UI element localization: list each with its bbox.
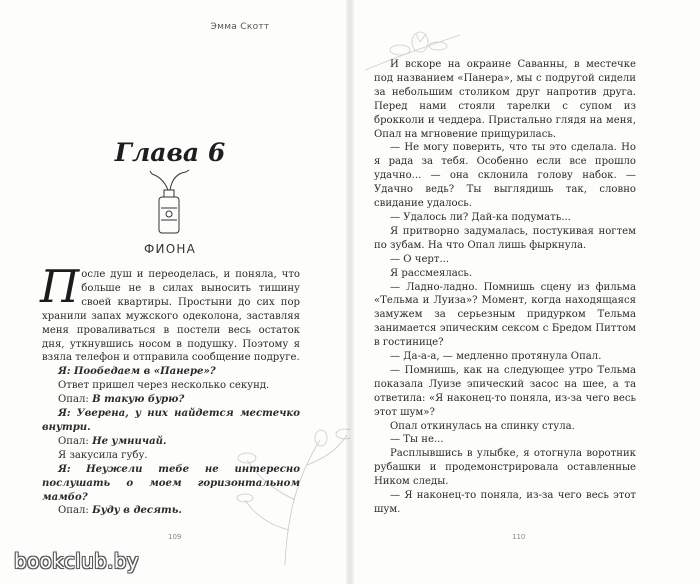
paragraph: Опал откинулась на спинку стула. [390,420,575,432]
right-page-body [374,58,636,517]
drop-cap: П [40,260,80,313]
page-number-left: 109 [168,533,182,541]
paragraph: — Да-а-а, — медленно протянула Опал. [390,351,602,363]
dialogue-line: Опал: Буду в десять. [58,505,182,517]
dialogue-line: Я: Пообедаем в «Панере»? [58,366,216,378]
paragraph: — Помнишь, как на следующее утро Тельма показала Луизе эпический засос на шее, а та ответила: «Я наконец-то поняла, из-за чего весь этот шум»? [374,364,636,418]
paragraph: — Я наконец-то поняла, из-за чего весь этот шум. [374,490,636,515]
paragraph: — Ладно-ладно. Помнишь сцену из фильма «Тельма и Луиза»? Момент, когда находящаяся замужем за серьезным придурком Тельма занимается эпическим сексом с Бредом Питтом в гостинице? [374,281,636,349]
dialogue-line: Я: Уверена, у них найдется местечко внутри. [42,408,300,433]
left-page-body [40,260,300,518]
paragraph: — Не могу поверить, что ты это сделала. Но я рада за тебя. Особенно если все прошло удачно... — она склонила голову набок. — Удачно ведь? Ты выглядишь так, словно свидание удалось. [374,142,636,210]
opening-paragraph [40,260,300,365]
book-gutter [346,0,354,584]
paragraph: — О черт... [390,253,450,265]
page-number-right: 110 [512,533,526,541]
narration-line: Ответ пришел через несколько секунд. [58,380,270,392]
pov-character-name: ФИОНА [144,242,196,256]
dialogue-line: Опал: В такую бурю? [58,394,185,406]
watermark-logo: bookclub.by [14,549,139,573]
dialogue-line: Опал: Не умничай. [58,435,167,447]
opening-paragraph-text: осле душ и переоделась, и поняла, что больше не в силах выносить тишину своей квартиры. Простыни до сих пор хранили запах мужского одеколона, заставляя меня проваливаться в постели весь остаток дня, уткнувшись носом в подушку. Поэтому я взяла телефон и отправила сообщение подруге. [42,269,300,364]
narration-line: Я закусила губу. [58,449,148,461]
paragraph: — Удалось ли? Дай-ка подумать... [390,211,571,223]
running-head-author: Эмма Скотт [210,22,270,32]
paragraph: Расплывшись в улыбке, я отогнула воротник рубашки и продемонстрировала оставленные Ником следы. [374,448,636,488]
paragraph: Я притворно задумалась, постукивая ногтем по зубам. На что Опал лишь фыркнула. [374,225,636,251]
dialogue-line: Я: Неужели тебе не интересно послушать о моем горизонтальном мамбо? [42,463,300,503]
paragraph: Я рассмеялась. [390,267,473,279]
paragraph: И вскоре на окраине Саванны, в местечке под названием «Панера», мы с подругой сидели за небольшим столиком друг напротив друга. Перед нами стояли тарелки с супом из брокколи и чеддера. Пристально глядя на меня, Опал на мгновение прищурилась. [374,59,636,140]
perfume-bottle-icon [148,168,192,236]
chapter-title: Глава 6 [114,138,226,167]
paragraph: — Ты не... [390,434,444,446]
